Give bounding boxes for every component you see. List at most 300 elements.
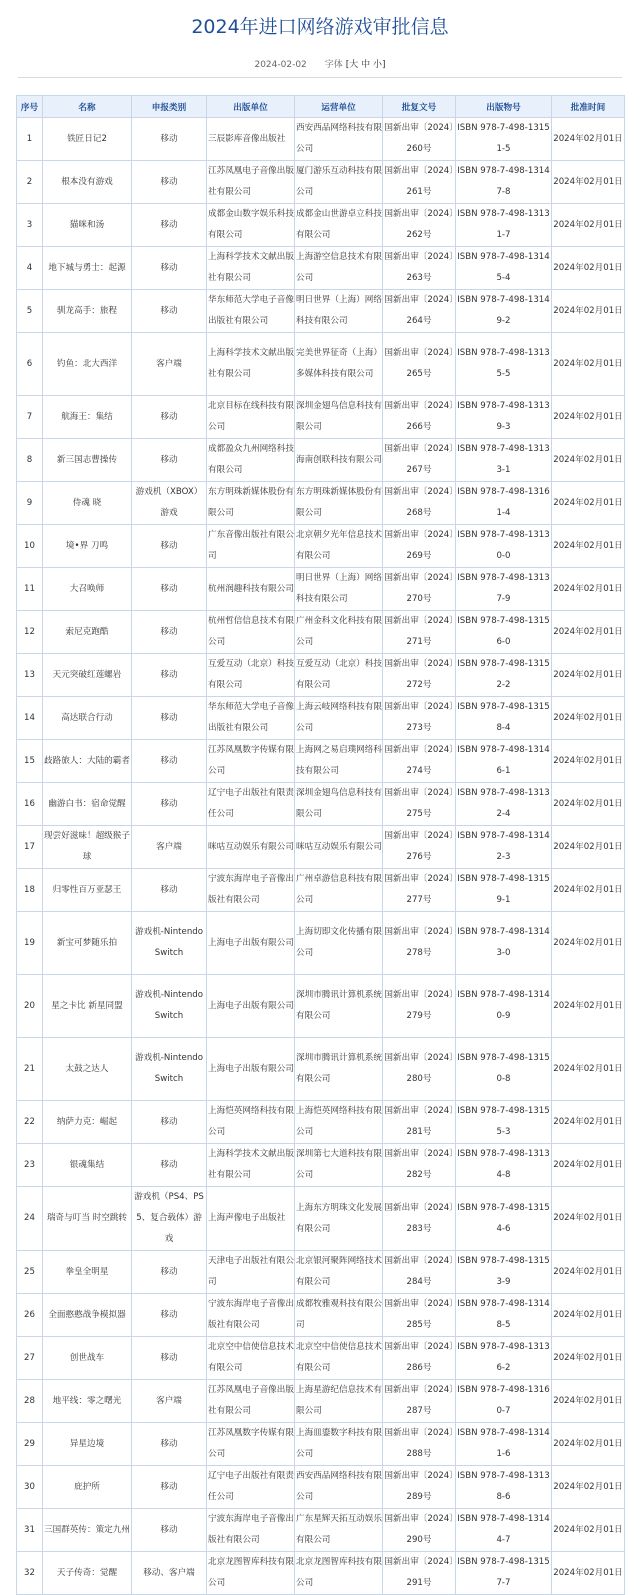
cell-publisher: 三辰影库音像出版社 [207, 118, 295, 161]
table-header-row [17, 96, 625, 118]
cell-approval-date: 2024年02月01日 [552, 482, 625, 525]
cell-approval-date: 2024年02月01日 [552, 611, 625, 654]
table-row [17, 1380, 625, 1423]
cell-publisher: 辽宁电子出版社有限责任公司 [207, 783, 295, 826]
cell-index: 7 [17, 396, 43, 439]
cell-index: 23 [17, 1144, 43, 1187]
cell-operator: 北京龙图智库科技有限公司 [295, 1552, 383, 1595]
cell-approval-no: 国新出审〔2024〕275号 [383, 783, 456, 826]
divider [18, 77, 622, 78]
cell-operator: 上海星游纪信息技术有限公司 [295, 1380, 383, 1423]
header-category: 申报类别 [132, 96, 207, 118]
publish-date: 2024-02-02 [254, 60, 307, 70]
cell-category: 移动 [132, 1144, 207, 1187]
cell-name: 拳皇全明星 [43, 1251, 132, 1294]
cell-approval-date: 2024年02月01日 [552, 1509, 625, 1552]
table-row [17, 1038, 625, 1101]
cell-category: 移动 [132, 783, 207, 826]
cell-category: 游戏机（XBOX）游戏 [132, 482, 207, 525]
cell-isbn: ISBN 978-7-498-13138-6 [456, 1466, 552, 1509]
cell-index: 28 [17, 1380, 43, 1423]
font-bracket-open: [ [345, 60, 350, 70]
cell-operator: 上海皿鎏数字科技有限公司 [295, 1423, 383, 1466]
cell-category: 客户端 [132, 1380, 207, 1423]
cell-publisher: 上海科学技术文献出版社有限公司 [207, 333, 295, 396]
cell-category: 客户端 [132, 333, 207, 396]
table-row [17, 740, 625, 783]
cell-name: 歧路旅人：大陆的霸者 [43, 740, 132, 783]
cell-name: 星之卡比 新星同盟 [43, 975, 132, 1038]
cell-publisher: 辽宁电子出版社有限责任公司 [207, 1466, 295, 1509]
cell-approval-no: 国新出审〔2024〕284号 [383, 1251, 456, 1294]
cell-publisher: 东方明珠新媒体股份有限公司 [207, 482, 295, 525]
cell-operator: 东方明珠新媒体股份有限公司 [295, 482, 383, 525]
cell-publisher: 江苏凤凰电子音像出版社有限公司 [207, 1380, 295, 1423]
cell-isbn: ISBN 978-7-498-13146-1 [456, 740, 552, 783]
cell-operator: 明日世界（上海）网络科技有限公司 [295, 290, 383, 333]
cell-category: 移动 [132, 740, 207, 783]
cell-isbn: ISBN 978-7-498-13160-7 [456, 1380, 552, 1423]
cell-index: 24 [17, 1187, 43, 1251]
cell-isbn: ISBN 978-7-498-13147-8 [456, 161, 552, 204]
cell-publisher: 上海声像电子出版社 [207, 1187, 295, 1251]
cell-approval-date: 2024年02月01日 [552, 1423, 625, 1466]
table-row [17, 1187, 625, 1251]
cell-isbn: ISBN 978-7-498-13144-7 [456, 1509, 552, 1552]
cell-approval-date: 2024年02月01日 [552, 1038, 625, 1101]
font-bracket-close: ] [382, 60, 386, 70]
cell-approval-date: 2024年02月01日 [552, 1187, 625, 1251]
cell-approval-no: 国新出审〔2024〕290号 [383, 1509, 456, 1552]
cell-publisher: 成都金山数字娱乐科技有限公司 [207, 204, 295, 247]
cell-isbn: ISBN 978-7-498-13157-7 [456, 1552, 552, 1595]
cell-category: 客户端 [132, 826, 207, 869]
cell-approval-no: 国新出审〔2024〕271号 [383, 611, 456, 654]
header-operator: 运营单位 [295, 96, 383, 118]
cell-index: 18 [17, 869, 43, 912]
table-row [17, 783, 625, 826]
table-row [17, 1251, 625, 1294]
cell-operator: 深圳第七大道科技有限公司 [295, 1144, 383, 1187]
cell-index: 26 [17, 1294, 43, 1337]
cell-operator: 上海云岐网络科技有限公司 [295, 697, 383, 740]
cell-category: 移动 [132, 247, 207, 290]
cell-operator: 上海游空信息技术有限公司 [295, 247, 383, 290]
cell-category: 游戏机（PS4、PS5、复合载体）游戏 [132, 1187, 207, 1251]
cell-name: 异星边境 [43, 1423, 132, 1466]
cell-operator: 明日世界（上海）网络科技有限公司 [295, 568, 383, 611]
cell-approval-date: 2024年02月01日 [552, 1101, 625, 1144]
cell-publisher: 江苏凤凰数字传媒有限公司 [207, 1423, 295, 1466]
cell-approval-date: 2024年02月01日 [552, 1337, 625, 1380]
cell-approval-no: 国新出审〔2024〕277号 [383, 869, 456, 912]
cell-operator: 广州金科文化科技有限公司 [295, 611, 383, 654]
font-large-button[interactable]: 大 [349, 60, 359, 70]
cell-name: 铁匠日记2 [43, 118, 132, 161]
cell-index: 31 [17, 1509, 43, 1552]
cell-approval-no: 国新出审〔2024〕285号 [383, 1294, 456, 1337]
cell-approval-no: 国新出审〔2024〕272号 [383, 654, 456, 697]
cell-approval-no: 国新出审〔2024〕263号 [383, 247, 456, 290]
cell-approval-date: 2024年02月01日 [552, 525, 625, 568]
cell-approval-no: 国新出审〔2024〕278号 [383, 912, 456, 975]
cell-approval-no: 国新出审〔2024〕288号 [383, 1423, 456, 1466]
cell-name: 天子传奇：觉醒 [43, 1552, 132, 1595]
cell-approval-no: 国新出审〔2024〕268号 [383, 482, 456, 525]
cell-index: 25 [17, 1251, 43, 1294]
cell-category: 移动 [132, 1337, 207, 1380]
cell-approval-date: 2024年02月01日 [552, 826, 625, 869]
cell-name: 创世战车 [43, 1337, 132, 1380]
cell-index: 12 [17, 611, 43, 654]
table-row [17, 568, 625, 611]
cell-category: 游戏机-Nintendo Switch [132, 912, 207, 975]
cell-publisher: 天津电子出版社有限公司 [207, 1251, 295, 1294]
cell-publisher: 上海电子出版有限公司 [207, 912, 295, 975]
header-publisher: 出版单位 [207, 96, 295, 118]
cell-approval-no: 国新出审〔2024〕282号 [383, 1144, 456, 1187]
cell-index: 5 [17, 290, 43, 333]
cell-approval-no: 国新出审〔2024〕289号 [383, 1466, 456, 1509]
cell-index: 16 [17, 783, 43, 826]
cell-category: 移动 [132, 525, 207, 568]
cell-publisher: 江苏凤凰电子音像出版社有限公司 [207, 161, 295, 204]
cell-approval-date: 2024年02月01日 [552, 290, 625, 333]
cell-name: 现尝好滋味！超级猴子球 [43, 826, 132, 869]
table-row [17, 654, 625, 697]
cell-approval-date: 2024年02月01日 [552, 1294, 625, 1337]
cell-publisher: 宁波东海岸电子音像出版社有限公司 [207, 869, 295, 912]
table-row [17, 1337, 625, 1380]
cell-name: 猫咪和汤 [43, 204, 132, 247]
cell-category: 移动 [132, 118, 207, 161]
font-small-button[interactable]: 小 [372, 60, 382, 70]
cell-name: 三国群英传：策定九州 [43, 1509, 132, 1552]
cell-isbn: ISBN 978-7-498-13141-6 [456, 1423, 552, 1466]
cell-isbn: ISBN 978-7-498-13134-8 [456, 1144, 552, 1187]
cell-approval-no: 国新出审〔2024〕266号 [383, 396, 456, 439]
cell-operator: 成都牧雅观科技有限公司 [295, 1294, 383, 1337]
cell-operator: 上海东方明珠文化发展有限公司 [295, 1187, 383, 1251]
cell-name: 驯龙高手：旅程 [43, 290, 132, 333]
cell-category: 移动 [132, 1294, 207, 1337]
table-row [17, 697, 625, 740]
cell-index: 15 [17, 740, 43, 783]
cell-isbn: ISBN 978-7-498-13149-2 [456, 290, 552, 333]
cell-isbn: ISBN 978-7-498-13142-3 [456, 826, 552, 869]
cell-approval-no: 国新出审〔2024〕273号 [383, 697, 456, 740]
table-row [17, 1101, 625, 1144]
cell-name: 银魂集结 [43, 1144, 132, 1187]
cell-index: 30 [17, 1466, 43, 1509]
cell-approval-date: 2024年02月01日 [552, 247, 625, 290]
cell-index: 22 [17, 1101, 43, 1144]
cell-index: 19 [17, 912, 43, 975]
cell-category: 移动 [132, 869, 207, 912]
cell-category: 移动 [132, 204, 207, 247]
cell-isbn: ISBN 978-7-498-13154-6 [456, 1187, 552, 1251]
cell-approval-no: 国新出审〔2024〕286号 [383, 1337, 456, 1380]
cell-category: 移动 [132, 611, 207, 654]
table-body [17, 118, 625, 1595]
cell-approval-date: 2024年02月01日 [552, 740, 625, 783]
cell-category: 移动 [132, 1509, 207, 1552]
font-size-switcher [346, 60, 386, 70]
table-row [17, 869, 625, 912]
cell-approval-date: 2024年02月01日 [552, 568, 625, 611]
cell-approval-date: 2024年02月01日 [552, 118, 625, 161]
header-isbn: 出版物号 [456, 96, 552, 118]
cell-index: 14 [17, 697, 43, 740]
cell-isbn: ISBN 978-7-498-13131-7 [456, 204, 552, 247]
cell-category: 移动、客户端 [132, 1552, 207, 1595]
cell-isbn: ISBN 978-7-498-13135-5 [456, 333, 552, 396]
cell-approval-no: 国新出审〔2024〕276号 [383, 826, 456, 869]
cell-category: 移动 [132, 1251, 207, 1294]
cell-category: 移动 [132, 396, 207, 439]
cell-publisher: 上海电子出版有限公司 [207, 975, 295, 1038]
cell-publisher: 华东师范大学电子音像出版社有限公司 [207, 697, 295, 740]
font-size-label: 字体 [324, 60, 343, 70]
cell-approval-no: 国新出审〔2024〕265号 [383, 333, 456, 396]
cell-publisher: 成都盈众九州网络科技有限公司 [207, 439, 295, 482]
cell-operator: 上海切即文化传播有限公司 [295, 912, 383, 975]
cell-approval-no: 国新出审〔2024〕264号 [383, 290, 456, 333]
cell-name: 高达联合行动 [43, 697, 132, 740]
cell-category: 移动 [132, 654, 207, 697]
table-row [17, 1294, 625, 1337]
cell-index: 17 [17, 826, 43, 869]
cell-category: 移动 [132, 568, 207, 611]
meta-bar [0, 57, 640, 70]
cell-operator: 咪咕互动娱乐有限公司 [295, 826, 383, 869]
cell-approval-date: 2024年02月01日 [552, 333, 625, 396]
cell-name: 地平线：零之曙光 [43, 1380, 132, 1423]
cell-category: 移动 [132, 290, 207, 333]
cell-category: 移动 [132, 1101, 207, 1144]
cell-approval-no: 国新出审〔2024〕270号 [383, 568, 456, 611]
cell-approval-date: 2024年02月01日 [552, 869, 625, 912]
table-row [17, 290, 625, 333]
cell-name: 归零性百万亚瑟王 [43, 869, 132, 912]
cell-operator: 广州卓游信息科技有限公司 [295, 869, 383, 912]
cell-category: 移动 [132, 1466, 207, 1509]
table-row [17, 118, 625, 161]
cell-name: 新三国志曹操传 [43, 439, 132, 482]
cell-operator: 完美世界征奇（上海）多媒体科技有限公司 [295, 333, 383, 396]
cell-isbn: ISBN 978-7-498-13151-5 [456, 118, 552, 161]
table-row [17, 826, 625, 869]
cell-approval-date: 2024年02月01日 [552, 912, 625, 975]
cell-operator: 海南创联科技有限公司 [295, 439, 383, 482]
cell-operator: 互爱互动（北京）科技有限公司 [295, 654, 383, 697]
cell-isbn: ISBN 978-7-498-13159-1 [456, 869, 552, 912]
cell-isbn: ISBN 978-7-498-13153-9 [456, 1251, 552, 1294]
cell-index: 27 [17, 1337, 43, 1380]
cell-isbn: ISBN 978-7-498-13136-2 [456, 1337, 552, 1380]
cell-approval-date: 2024年02月01日 [552, 204, 625, 247]
cell-name: 瑞奇与叮当 时空跳转 [43, 1187, 132, 1251]
cell-name: 全面憨憨战争模拟器 [43, 1294, 132, 1337]
table-row [17, 396, 625, 439]
cell-category: 移动 [132, 161, 207, 204]
cell-approval-date: 2024年02月01日 [552, 1380, 625, 1423]
cell-approval-no: 国新出审〔2024〕267号 [383, 439, 456, 482]
cell-isbn: ISBN 978-7-498-13133-1 [456, 439, 552, 482]
cell-approval-no: 国新出审〔2024〕283号 [383, 1187, 456, 1251]
cell-category: 移动 [132, 697, 207, 740]
table-row [17, 525, 625, 568]
cell-publisher: 上海恺英网络科技有限公司 [207, 1101, 295, 1144]
cell-publisher: 上海科学技术文献出版社有限公司 [207, 1144, 295, 1187]
cell-category: 游戏机-Nintendo Switch [132, 975, 207, 1038]
cell-isbn: ISBN 978-7-498-13139-3 [456, 396, 552, 439]
cell-operator: 成都金山世游卓立科技有限公司 [295, 204, 383, 247]
cell-name: 侍魂 晓 [43, 482, 132, 525]
table-row [17, 439, 625, 482]
cell-isbn: ISBN 978-7-498-13161-4 [456, 482, 552, 525]
cell-publisher: 杭州润趣科技有限公司 [207, 568, 295, 611]
table-row [17, 1144, 625, 1187]
cell-publisher: 北京目标在线科技有限公司 [207, 396, 295, 439]
cell-index: 3 [17, 204, 43, 247]
table-row [17, 975, 625, 1038]
cell-name: 天元突破红莲螺岩 [43, 654, 132, 697]
cell-name: 庇护所 [43, 1466, 132, 1509]
table-row [17, 161, 625, 204]
cell-publisher: 北京空中信使信息技术有限公司 [207, 1337, 295, 1380]
table-row [17, 204, 625, 247]
cell-approval-no: 国新出审〔2024〕274号 [383, 740, 456, 783]
cell-approval-date: 2024年02月01日 [552, 1251, 625, 1294]
cell-approval-no: 国新出审〔2024〕279号 [383, 975, 456, 1038]
table-row [17, 333, 625, 396]
cell-index: 1 [17, 118, 43, 161]
cell-name: 新宝可梦随乐拍 [43, 912, 132, 975]
table-row [17, 1423, 625, 1466]
cell-operator: 厦门游乐互动科技有限公司 [295, 161, 383, 204]
cell-name: 根本没有游戏 [43, 161, 132, 204]
cell-isbn: ISBN 978-7-498-13150-8 [456, 1038, 552, 1101]
cell-approval-date: 2024年02月01日 [552, 654, 625, 697]
cell-index: 29 [17, 1423, 43, 1466]
cell-name: 境•界 刀鸣 [43, 525, 132, 568]
cell-index: 11 [17, 568, 43, 611]
cell-publisher: 上海电子出版有限公司 [207, 1038, 295, 1101]
cell-publisher: 江苏凤凰数字传媒有限公司 [207, 740, 295, 783]
cell-name: 索尼克跑酷 [43, 611, 132, 654]
cell-publisher: 北京龙图智库科技有限公司 [207, 1552, 295, 1595]
header-approval-date: 批准时间 [552, 96, 625, 118]
cell-name: 地下城与勇士：起源 [43, 247, 132, 290]
cell-index: 2 [17, 161, 43, 204]
cell-operator: 上海恺英网络科技有限公司 [295, 1101, 383, 1144]
cell-isbn: ISBN 978-7-498-13158-4 [456, 697, 552, 740]
cell-publisher: 上海科学技术文献出版社有限公司 [207, 247, 295, 290]
cell-approval-no: 国新出审〔2024〕287号 [383, 1380, 456, 1423]
cell-approval-date: 2024年02月01日 [552, 697, 625, 740]
page-title: 2024年进口网络游戏审批信息 [191, 16, 449, 38]
cell-approval-no: 国新出审〔2024〕280号 [383, 1038, 456, 1101]
cell-index: 32 [17, 1552, 43, 1595]
cell-operator: 深圳市腾讯计算机系统有限公司 [295, 1038, 383, 1101]
cell-approval-date: 2024年02月01日 [552, 161, 625, 204]
table-row [17, 1552, 625, 1595]
cell-isbn: ISBN 978-7-498-13143-0 [456, 912, 552, 975]
table-row [17, 1509, 625, 1552]
cell-name: 太鼓之达人 [43, 1038, 132, 1101]
cell-approval-date: 2024年02月01日 [552, 439, 625, 482]
cell-publisher: 华东师范大学电子音像出版社有限公司 [207, 290, 295, 333]
cell-operator: 深圳金翅鸟信息科技有限公司 [295, 783, 383, 826]
cell-operator: 广东星辉天拓互动娱乐有限公司 [295, 1509, 383, 1552]
cell-isbn: ISBN 978-7-498-13156-0 [456, 611, 552, 654]
cell-operator: 北京银河聚阵网络技术有限公司 [295, 1251, 383, 1294]
cell-publisher: 杭州哲信信息技术有限公司 [207, 611, 295, 654]
cell-approval-no: 国新出审〔2024〕260号 [383, 118, 456, 161]
cell-isbn: ISBN 978-7-498-13130-0 [456, 525, 552, 568]
cell-approval-date: 2024年02月01日 [552, 1466, 625, 1509]
cell-isbn: ISBN 978-7-498-13155-3 [456, 1101, 552, 1144]
cell-index: 6 [17, 333, 43, 396]
cell-operator: 上海网之易启璞网络科技有限公司 [295, 740, 383, 783]
cell-approval-date: 2024年02月01日 [552, 783, 625, 826]
cell-approval-no: 国新出审〔2024〕262号 [383, 204, 456, 247]
cell-operator: 深圳金翅鸟信息科技有限公司 [295, 396, 383, 439]
cell-name: 纳萨力克：崛起 [43, 1101, 132, 1144]
approval-table [16, 95, 625, 1595]
cell-isbn: ISBN 978-7-498-13148-5 [456, 1294, 552, 1337]
cell-index: 4 [17, 247, 43, 290]
cell-approval-no: 国新出审〔2024〕281号 [383, 1101, 456, 1144]
cell-name: 幽游白书：宿命觉醒 [43, 783, 132, 826]
cell-isbn: ISBN 978-7-498-13137-9 [456, 568, 552, 611]
cell-index: 21 [17, 1038, 43, 1101]
cell-isbn: ISBN 978-7-498-13140-9 [456, 975, 552, 1038]
cell-operator: 深圳市腾讯计算机系统有限公司 [295, 975, 383, 1038]
cell-operator: 北京空中信使信息技术有限公司 [295, 1337, 383, 1380]
cell-operator: 西安西品网络科技有限公司 [295, 118, 383, 161]
header-name: 名称 [43, 96, 132, 118]
cell-isbn: ISBN 978-7-498-13152-2 [456, 654, 552, 697]
cell-name: 航海王：集结 [43, 396, 132, 439]
table-row [17, 482, 625, 525]
cell-approval-no: 国新出审〔2024〕261号 [383, 161, 456, 204]
table-row [17, 912, 625, 975]
table-row [17, 1466, 625, 1509]
cell-operator: 西安西品网络科技有限公司 [295, 1466, 383, 1509]
cell-category: 移动 [132, 439, 207, 482]
cell-category: 游戏机-Nintendo Switch [132, 1038, 207, 1101]
cell-index: 8 [17, 439, 43, 482]
cell-publisher: 宁波东海岸电子音像出版社有限公司 [207, 1509, 295, 1552]
header-index: 序号 [17, 96, 43, 118]
header-approval-no: 批复文号 [383, 96, 456, 118]
cell-approval-date: 2024年02月01日 [552, 1552, 625, 1595]
cell-index: 10 [17, 525, 43, 568]
cell-approval-date: 2024年02月01日 [552, 396, 625, 439]
cell-index: 9 [17, 482, 43, 525]
cell-name: 大召唤师 [43, 568, 132, 611]
cell-operator: 北京朝夕光年信息技术有限公司 [295, 525, 383, 568]
table-row [17, 247, 625, 290]
cell-publisher: 咪咕互动娱乐有限公司 [207, 826, 295, 869]
cell-index: 20 [17, 975, 43, 1038]
cell-name: 钓鱼：北大西洋 [43, 333, 132, 396]
cell-isbn: ISBN 978-7-498-13132-4 [456, 783, 552, 826]
cell-approval-date: 2024年02月01日 [552, 975, 625, 1038]
font-medium-button[interactable]: 中 [361, 60, 371, 70]
